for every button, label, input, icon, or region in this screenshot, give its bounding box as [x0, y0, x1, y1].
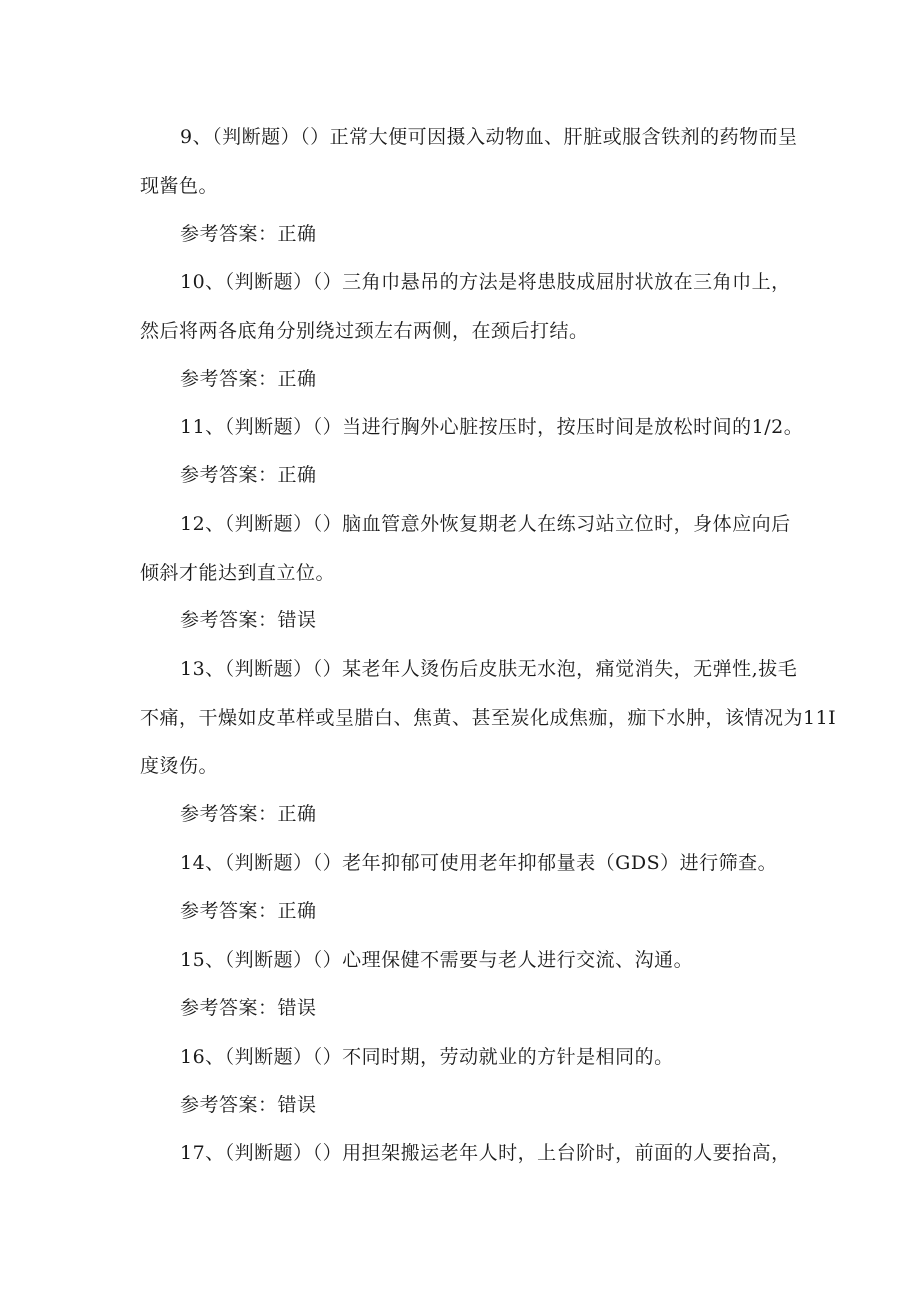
- question-9-answer: 参考答案：正确: [180, 223, 317, 245]
- question-15-answer: 参考答案：错误: [180, 997, 317, 1019]
- question-12-text-cont: 倾斜才能达到直立位。: [140, 562, 336, 584]
- question-11-answer: 参考答案：正确: [180, 464, 317, 486]
- question-12-answer: 参考答案：错误: [180, 609, 317, 631]
- question-10-text-cont: 然后将两各底角分别绕过颈左右两侧，在颈后打结。: [140, 320, 589, 342]
- question-10-answer: 参考答案：正确: [180, 368, 317, 390]
- question-13-text: 13、（判断题）（）某老年人烫伤后皮肤无水泡，痛觉消失，无弹性,拔毛: [180, 658, 798, 680]
- question-10-text: 10、（判断题）（）三角巾悬吊的方法是将患肢成屈肘状放在三角巾上，: [180, 271, 791, 293]
- question-15-text: 15、（判断题）（）心理保健不需要与老人进行交流、沟通。: [180, 949, 694, 971]
- question-14-answer: 参考答案：正确: [180, 900, 317, 922]
- question-12-text: 12、（判断题）（）脑血管意外恢复期老人在练习站立位时，身体应向后: [180, 513, 791, 535]
- question-9-text-cont: 现酱色。: [140, 175, 219, 197]
- question-11-text: 11、（判断题）（）当进行胸外心脏按压时，按压时间是放松时间的1/2。: [180, 416, 804, 438]
- question-14-text: 14、（判断题）（）老年抑郁可使用老年抑郁量表（GDS）进行筛查。: [180, 852, 778, 874]
- question-9-text: 9、（判断题）（）正常大便可因摄入动物血、肝脏或服含铁剂的药物而呈: [180, 126, 798, 148]
- question-13-answer: 参考答案：正确: [180, 803, 317, 825]
- question-16-text: 16、（判断题）（）不同时期，劳动就业的方针是相同的。: [180, 1046, 674, 1068]
- question-13-text-cont: 不痛，干燥如皮革样或呈腊白、焦黄、甚至炭化成焦痂，痂下水肿，该情况为11I: [140, 707, 837, 729]
- question-17-text: 17、（判断题）（）用担架搬运老年人时，上台阶时，前面的人要抬高，: [180, 1142, 791, 1164]
- question-16-answer: 参考答案：错误: [180, 1094, 317, 1116]
- question-13-text-cont2: 度烫伤。: [140, 755, 219, 777]
